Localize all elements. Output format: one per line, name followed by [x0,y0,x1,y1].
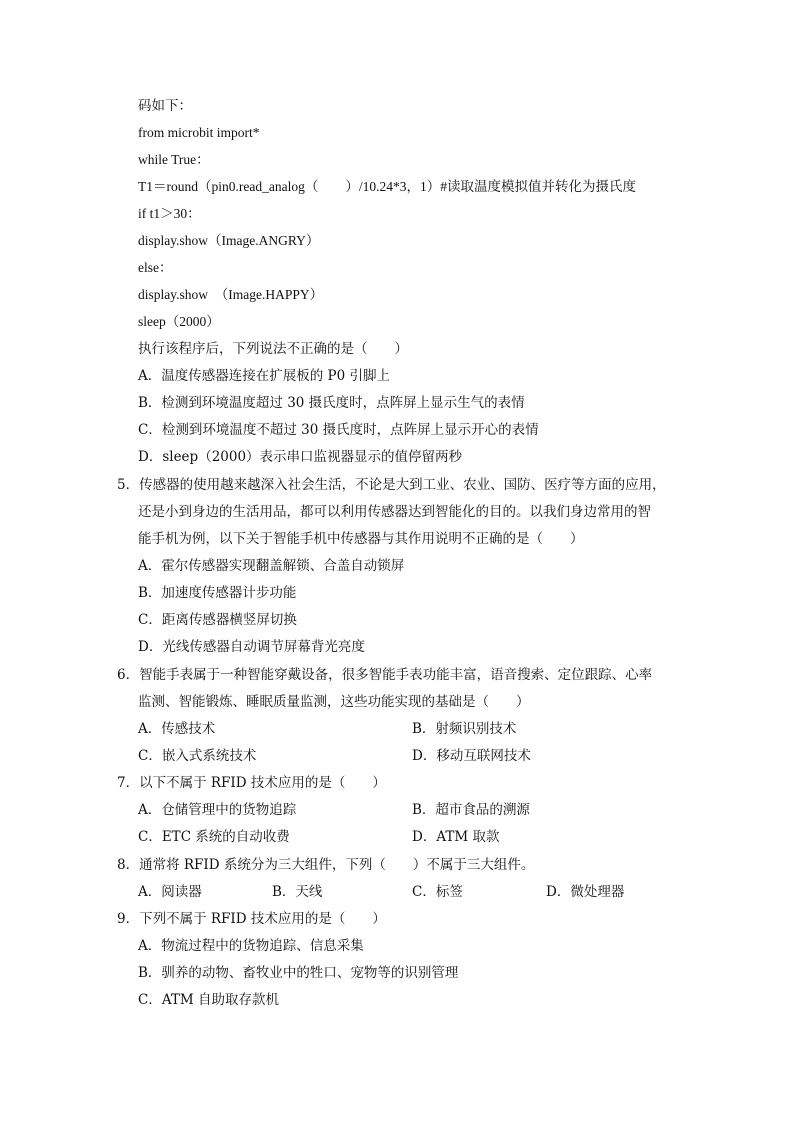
question-6-stem: 监测、智能锻炼、睡眠质量监测，这些功能实现的基础是（ ） [138,694,530,710]
question-4-option-a: A．温度传感器连接在扩展板的 P0 引脚上 [138,368,391,384]
question-7-option-c: C．ETC 系统的自动收费 [138,829,290,845]
question-4-option-d: D．sleep（2000）表示串口监视器显示的值停留两秒 [138,449,463,465]
question-7-option-a: A．仓储管理中的货物追踪 [138,802,297,818]
question-5-option-d: D．光线传感器自动调节屏幕背光亮度 [138,639,365,655]
question-5-option-a: A．霍尔传感器实现翻盖解锁、合盖自动锁屏 [138,558,405,574]
code-line: sleep（2000） [138,314,220,329]
question-9-stem: 9．下列不属于 RFID 技术应用的是（ ） [117,911,386,927]
code-line: T1＝round（pin0.read_analog（ ）/10.24*3，1）#读取温度模拟值并转化为摄氏度 [138,179,636,194]
question-8-option-c: C．标签 [412,884,463,900]
question-6-option-d: D．移动互联网技术 [412,748,531,764]
question-7-option-d: D．ATM 取款 [412,829,500,845]
question-7-option-b: B．超市食品的溯源 [412,802,530,818]
code-line: display.show （Image.HAPPY） [138,287,324,302]
question-8-option-d: D．微处理器 [546,884,625,900]
question-6-option-b: B．射频识别技术 [412,721,517,737]
question-9-option-b: B．驯养的动物、畜牧业中的牲口、宠物等的识别管理 [138,965,459,981]
code-line: if t1＞30： [138,206,201,221]
question-8-option-b: B．天线 [272,884,323,900]
question-4-option-c: C．检测到环境温度不超过 30 摄氏度时，点阵屏上显示开心的表情 [138,422,539,438]
question-5-option-c: C．距离传感器横竖屏切换 [138,612,297,628]
question-6-option-a: A．传感技术 [138,721,216,737]
question-5-option-b: B．加速度传感器计步功能 [138,585,297,601]
code-line: from microbit import* [138,125,260,140]
code-intro: 码如下： [138,98,192,114]
code-line: else： [138,260,173,275]
question-5-stem: 还是小到身边的生活用品，都可以利用传感器达到智能化的目的。以我们身边常用的智 [138,504,651,520]
question-7-stem: 7．以下不属于 RFID 技术应用的是（ ） [117,775,386,791]
code-line: display.show（Image.ANGRY） [138,233,320,248]
question-8-stem: 8．通常将 RFID 系统分为三大组件，下列（ ）不属于三大组件。 [117,857,535,873]
question-4-option-b: B．检测到环境温度超过 30 摄氏度时，点阵屏上显示生气的表情 [138,395,525,411]
question-4-stem: 执行该程序后，下列说法不正确的是（ ） [138,341,408,357]
question-5-stem: 5．传感器的使用越来越深入社会生活，不论是大到工业、农业、国防、医疗等方面的应用， [117,477,666,493]
question-6-option-c: C．嵌入式系统技术 [138,748,257,764]
question-9-option-a: A．物流过程中的货物追踪、信息采集 [138,938,364,954]
code-line: while True： [138,152,210,167]
question-9-option-c: C．ATM 自助取存款机 [138,992,279,1008]
question-5-stem: 能手机为例，以下关于智能手机中传感器与其作用说明不正确的是（ ） [138,531,584,547]
question-8-option-a: A．阅读器 [138,884,202,900]
question-6-stem: 6．智能手表属于一种智能穿戴设备，很多智能手表功能丰富，语音搜索、定位跟踪、心率 [117,667,653,683]
